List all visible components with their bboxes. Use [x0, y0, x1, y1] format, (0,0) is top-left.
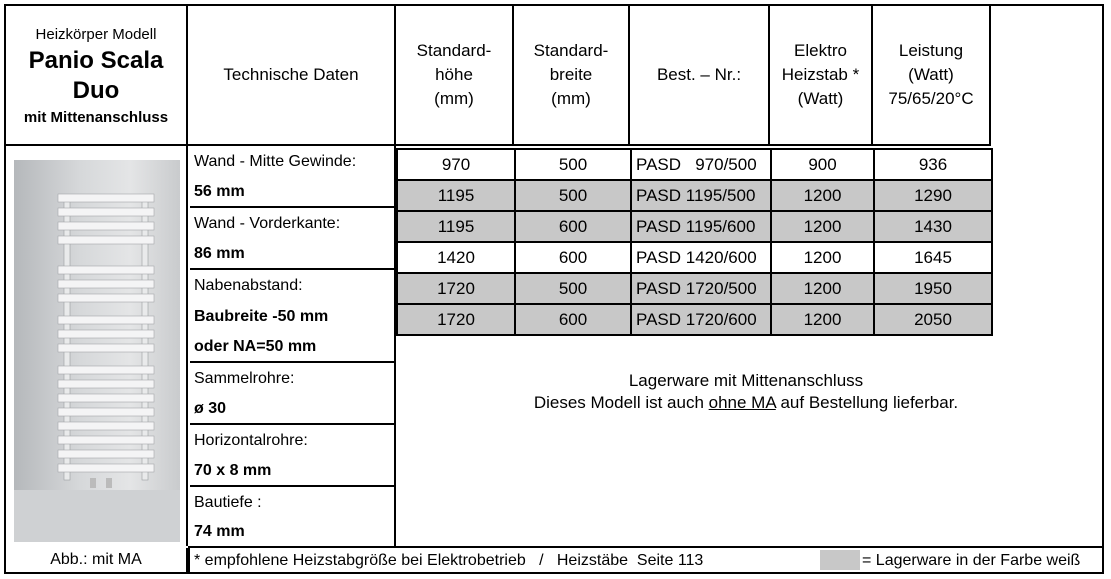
cell-leistung: 1430: [873, 210, 993, 243]
cell-elektro: 1200: [770, 179, 875, 212]
cell-hoehe: 1720: [396, 272, 516, 305]
tech-value: 86 mm: [190, 239, 396, 270]
cell-leistung: 1950: [873, 272, 993, 305]
model-name-2: Duo: [72, 77, 120, 104]
cell-best: PASD 970/500: [630, 148, 772, 181]
stock-note-line1: Lagerware mit Mittenanschluss: [628, 371, 864, 390]
header-leistung: Leistung (Watt) 75/65/20°C: [873, 6, 991, 146]
tech-value: oder NA=50 mm: [190, 332, 396, 363]
tech-value: Baubreite -50 mm: [194, 307, 329, 325]
cell-best: PASD 1195/600: [630, 210, 772, 243]
cell-best: PASD 1420/600: [630, 241, 772, 274]
tech-value: ø 30: [190, 394, 396, 425]
header-tech: Technische Daten: [188, 6, 396, 146]
cell-hoehe: 1195: [396, 210, 516, 243]
cell-leistung: 1290: [873, 179, 993, 212]
cell-breite: 600: [514, 210, 632, 243]
cell-breite: 500: [514, 148, 632, 181]
cell-breite: 500: [514, 272, 632, 305]
cell-leistung: 936: [873, 148, 993, 181]
model-label: Heizkörper Modell: [35, 26, 157, 43]
radiator-illustration: [14, 160, 180, 542]
model-box: [6, 6, 188, 146]
cell-leistung: 1645: [873, 241, 993, 274]
stock-note-line2: Dieses Modell ist auch ohne MA auf Bestellung lieferbar.: [533, 393, 959, 412]
header-breite: Standard- breite (mm): [514, 6, 630, 146]
cell-elektro: 1200: [770, 272, 875, 305]
footer-bar: [188, 546, 1104, 574]
image-caption: Abb.: mit MA: [6, 548, 188, 572]
cell-hoehe: 1195: [396, 179, 516, 212]
cell-leistung: 2050: [873, 303, 993, 336]
tech-label: Wand - Mitte Gewinde:: [194, 152, 357, 170]
stock-note: [396, 370, 1096, 414]
cell-best: PASD 1720/500: [630, 272, 772, 305]
footer-note: * empfohlene Heizstabgröße bei Elektrobetrieb / Heizstäbe Seite 113: [194, 552, 704, 569]
tech-label: Horizontalrohre:: [194, 431, 308, 449]
cell-hoehe: 970: [396, 148, 516, 181]
tech-value: 70 x 8 mm: [190, 456, 396, 487]
radiator-image: [14, 160, 180, 542]
legend-text: = Lagerware in der Farbe weiß: [862, 552, 1081, 569]
cell-elektro: 1200: [770, 303, 875, 336]
tech-label: Sammelrohre:: [194, 369, 295, 387]
header-elektro: Elektro Heizstab * (Watt): [770, 6, 873, 146]
tech-value: 56 mm: [190, 177, 396, 208]
header-best: Best. – Nr.:: [630, 6, 770, 146]
tech-value: 74 mm: [194, 523, 245, 540]
cell-best: PASD 1195/500: [630, 179, 772, 212]
model-subtitle: mit Mittenanschluss: [23, 109, 169, 126]
cell-breite: 600: [514, 241, 632, 274]
tech-label: Bautiefe :: [194, 493, 262, 511]
cell-elektro: 900: [770, 148, 875, 181]
model-name-1: Panio Scala: [28, 47, 164, 74]
cell-best: PASD 1720/600: [630, 303, 772, 336]
legend-swatch: [820, 550, 860, 570]
cell-hoehe: 1720: [396, 303, 516, 336]
cell-elektro: 1200: [770, 241, 875, 274]
cell-elektro: 1200: [770, 210, 875, 243]
tech-label: Wand - Vorderkante:: [194, 214, 341, 232]
cell-breite: 600: [514, 303, 632, 336]
cell-hoehe: 1420: [396, 241, 516, 274]
header-hoehe: Standard- höhe (mm): [396, 6, 514, 146]
cell-breite: 500: [514, 179, 632, 212]
tech-label: Nabenabstand:: [194, 276, 303, 294]
image-column: [6, 146, 188, 546]
